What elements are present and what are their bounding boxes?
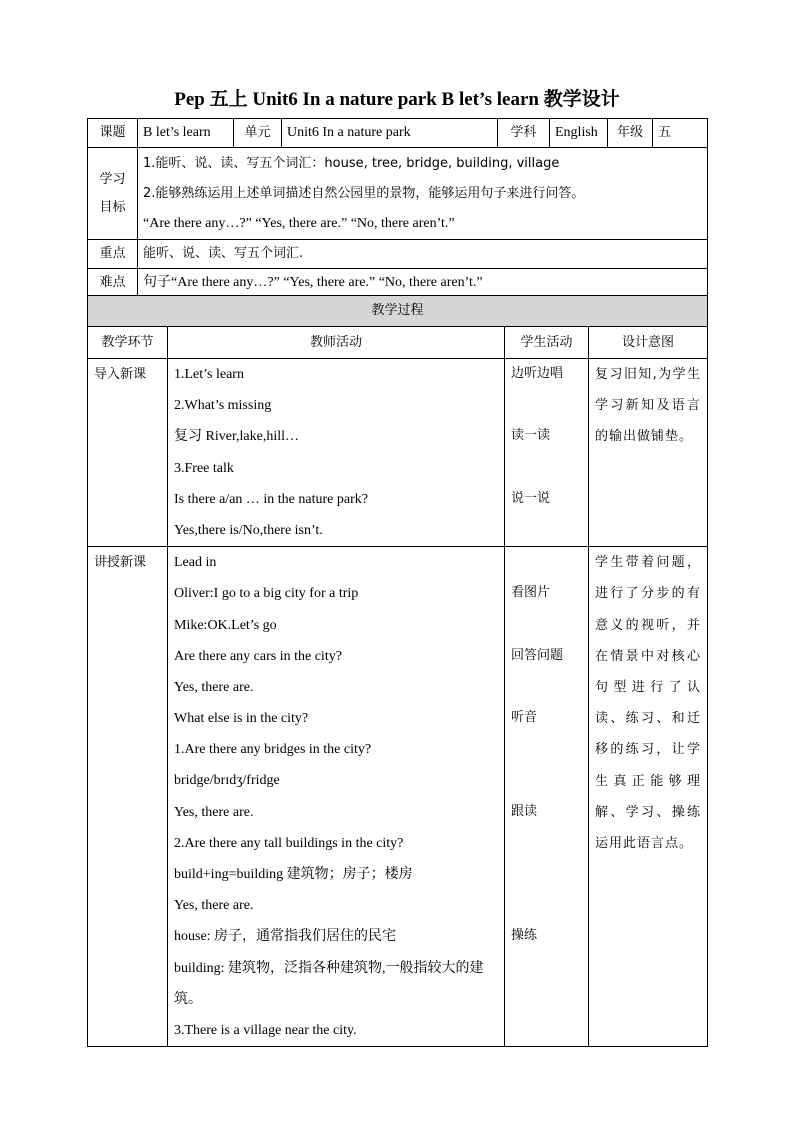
new-teacher-cell — [168, 547, 505, 1047]
teacher-line: 2.What’s missing — [174, 398, 272, 414]
teacher-line: build+ing=building 建筑物；房子；楼房 — [174, 867, 413, 882]
stage-intro — [88, 359, 168, 547]
teacher-line: Mike:OK.Let’s go — [174, 617, 277, 633]
student-activity: 回答问题 — [511, 648, 564, 664]
goals-label-line: 目标 — [99, 199, 126, 215]
teacher-line: house: 房子，通常指我们居住的民宅 — [174, 929, 397, 945]
new-student-cell — [505, 547, 589, 1047]
teacher-line: bridge/brɪdʒ/fridge — [174, 773, 280, 789]
topic-label: 课题 — [88, 119, 138, 148]
document-title: Pep 五上 Unit6 In a nature park B let’s learn 教学设计 — [174, 89, 620, 110]
teacher-line: 3.Free talk — [174, 460, 234, 476]
goal-line: 2.能够熟练运用上述单词描述自然公园里的景物，能够运用句子来进行问答。 — [143, 186, 585, 201]
teacher-line: Is there a/an … in the nature park? — [174, 491, 368, 507]
student-activity: 读一读 — [511, 428, 551, 443]
grade-value: 五 — [653, 119, 708, 148]
grade-label: 年级 — [608, 119, 653, 148]
intro-student-cell — [505, 359, 589, 547]
column-header: 教师活动 — [168, 327, 505, 359]
column-header: 教学环节 — [88, 327, 168, 359]
stage-label: 导入新课 — [94, 367, 147, 382]
teacher-line: 1.Are there any bridges in the city? — [174, 742, 372, 758]
teacher-line: Are there any cars in the city? — [174, 648, 342, 664]
student-activity: 操练 — [511, 928, 538, 944]
process-table — [87, 295, 708, 1047]
intro-intent-cell — [589, 359, 708, 547]
column-header: 学生活动 — [505, 327, 589, 359]
key-label: 重点 — [88, 240, 138, 269]
goals-label-line: 学习 — [99, 171, 126, 187]
teacher-line: 1.Let’s learn — [174, 367, 244, 382]
student-activity: 看图片 — [511, 585, 551, 601]
teacher-line: 2.Are there any tall buildings in the city? — [174, 835, 404, 851]
teacher-line: Oliver:I go to a big city for a trip — [174, 586, 359, 602]
teacher-line: Yes, there are. — [174, 679, 254, 695]
goal-line: “Are there any…?” “Yes, there are.” “No, there aren’t.” — [143, 216, 455, 231]
student-activity: 说一说 — [511, 491, 551, 506]
teacher-line: Yes, there are. — [174, 804, 254, 820]
teacher-line: Yes,there is/No,there isn’t. — [174, 522, 323, 538]
teacher-line: What else is in the city? — [174, 711, 309, 727]
goals-cell — [138, 148, 708, 240]
topic-value: B let’s learn — [138, 119, 234, 148]
unit-value: Unit6 In a nature park — [282, 119, 498, 148]
teacher-line: 复习 River,lake,hill… — [174, 429, 300, 445]
goal-line: 1.能听、说、读、写五个词汇：house, tree, bridge, building, village — [143, 156, 560, 171]
goals-label — [88, 148, 138, 240]
subject-label: 学科 — [498, 119, 550, 148]
teacher-line: Lead in — [174, 555, 217, 571]
column-header: 设计意图 — [589, 327, 708, 359]
key-value: 能听、说、读、写五个词汇. — [138, 240, 708, 269]
teacher-line: building: 建筑物，泛指各种建筑物,一般指较大的建筑。 — [174, 960, 484, 1007]
new-intent-cell — [589, 547, 708, 1047]
process-header: 教学过程 — [88, 296, 708, 327]
teacher-line: Yes, there are. — [174, 898, 254, 914]
unit-label: 单元 — [234, 119, 282, 148]
student-activity: 听音 — [511, 710, 538, 726]
intent-text: 学生带着问题，进行了分步的有意义的视听，并在情景中对核心句型进行了认读、练习、和迁移的练习，让学生真正能够理解、学习、操练运用此语言点。 — [595, 555, 702, 851]
intro-teacher-cell — [168, 359, 505, 547]
info-table — [87, 118, 708, 298]
subject-value: English — [550, 119, 608, 148]
difficult-label: 难点 — [88, 269, 138, 298]
student-activity: 跟读 — [511, 804, 538, 820]
stage-new — [88, 547, 168, 1047]
teacher-line: 3.There is a village near the city. — [174, 1022, 357, 1038]
stage-label: 讲授新课 — [94, 555, 147, 571]
student-activity: 边听边唱 — [511, 366, 564, 381]
intent-text: 复习旧知,为学生学习新知及语言的输出做铺垫。 — [595, 367, 702, 445]
difficult-value: 句子“Are there any…?” “Yes, there are.” “No, there aren’t.” — [138, 269, 708, 298]
